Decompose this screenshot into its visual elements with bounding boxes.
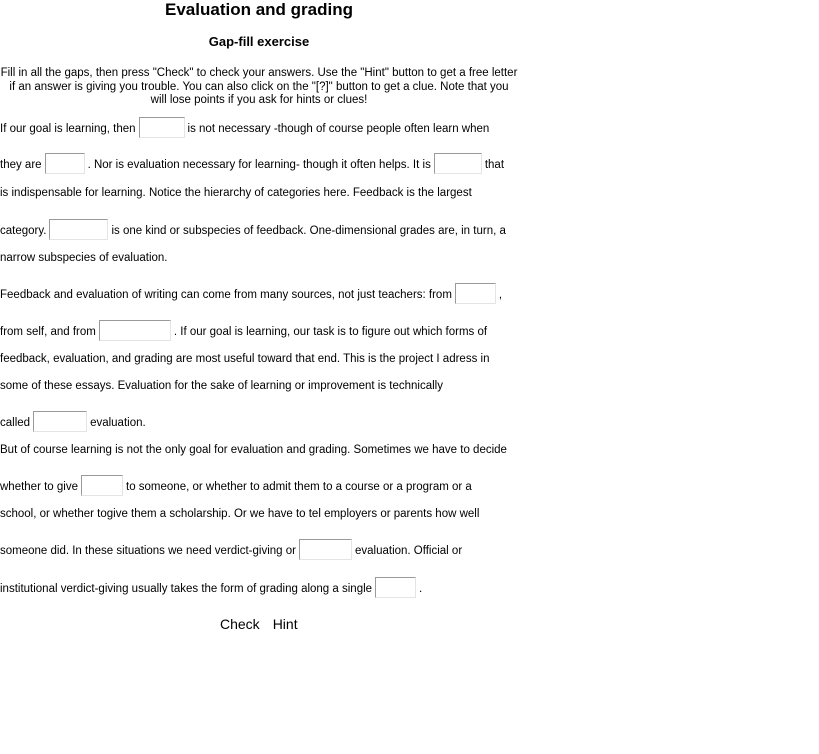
- text-segment: category.: [0, 225, 47, 237]
- text-segment: institutional verdict-giving usually takes the form of grading along a single: [0, 583, 373, 595]
- gap-input-7[interactable]: [33, 411, 87, 432]
- gap-input-3[interactable]: [434, 153, 482, 174]
- exercise-subtitle: Gap-fill exercise: [208, 34, 310, 49]
- gap-input-9[interactable]: [299, 539, 352, 560]
- text-segment: is indispensable for learning. Notice the hierarchy of categories here. Feedback is the largest: [0, 187, 472, 199]
- text-segment: ,: [498, 289, 503, 301]
- gap-input-6[interactable]: [99, 320, 171, 341]
- exercise-line: [0, 571, 422, 595]
- button-row: [220, 616, 298, 632]
- text-segment: whether to give: [0, 481, 78, 493]
- exercise-line: [0, 314, 487, 338]
- text-segment: some of these essays. Evaluation for the sake of learning or improvement is technically: [0, 380, 443, 392]
- text-segment: someone did. In these situations we need verdict-giving or: [0, 545, 296, 557]
- hint-button[interactable]: Hint: [272, 616, 298, 632]
- gap-input-10[interactable]: [375, 577, 416, 598]
- exercise-line: [0, 469, 472, 493]
- instructions-text: Fill in all the gaps, then press "Check" to check your answers. Use the "Hint" button to get a free letter if an answer is giving you trouble. You can also click on the "[?]" button to get a clue. Note that you will lose points if you ask for hints or clues!: [0, 67, 518, 106]
- text-segment: narrow subspecies of evaluation.: [0, 252, 168, 264]
- text-segment: they are: [0, 159, 42, 171]
- exercise-line: [0, 147, 504, 171]
- exercise-line: [0, 277, 502, 301]
- gap-input-4[interactable]: [49, 219, 108, 240]
- exercise-line: [0, 341, 489, 365]
- text-segment: that: [484, 159, 505, 171]
- exercise-line: [0, 213, 506, 237]
- text-segment: from self, and from: [0, 326, 96, 338]
- text-segment: is not necessary -though of course people often learn when: [187, 123, 490, 135]
- check-button[interactable]: Check: [220, 616, 260, 632]
- exercise-line: [0, 368, 443, 392]
- exercise-line: [0, 240, 168, 264]
- text-segment: evaluation.: [90, 417, 146, 429]
- exercise-line: [0, 175, 472, 199]
- text-segment: If our goal is learning, then: [0, 123, 136, 135]
- text-segment: feedback, evaluation, and grading are most useful toward that end. This is the project I adress in: [0, 353, 490, 365]
- exercise-line: [0, 496, 479, 520]
- exercise-line: [0, 533, 462, 557]
- exercise-line: [0, 405, 146, 429]
- text-segment: . Nor is evaluation necessary for learning- though it often helps. It is: [87, 159, 431, 171]
- text-segment: called: [0, 417, 31, 429]
- text-segment: is one kind or subspecies of feedback. One-dimensional grades are, in turn, a: [111, 225, 506, 237]
- text-segment: school, or whether togive them a scholarship. Or we have to tel employers or parents how well: [0, 508, 480, 520]
- text-segment: Feedback and evaluation of writing can come from many sources, not just teachers: from: [0, 289, 452, 301]
- gap-input-5[interactable]: [455, 283, 496, 304]
- exercise-line: [0, 432, 507, 456]
- page-title: Evaluation and grading: [165, 0, 353, 19]
- text-segment: to someone, or whether to admit them to a course or a program or a: [126, 481, 472, 493]
- text-segment: But of course learning is not the only goal for evaluation and grading. Sometimes we have to decide: [0, 444, 507, 456]
- gap-input-8[interactable]: [81, 475, 123, 496]
- text-segment: . If our goal is learning, our task is to figure out which forms of: [173, 326, 488, 338]
- gap-input-1[interactable]: [139, 117, 185, 138]
- text-segment: .: [419, 583, 423, 595]
- gap-input-2[interactable]: [45, 153, 85, 174]
- text-segment: evaluation. Official or: [354, 545, 463, 557]
- exercise-line: [0, 111, 489, 135]
